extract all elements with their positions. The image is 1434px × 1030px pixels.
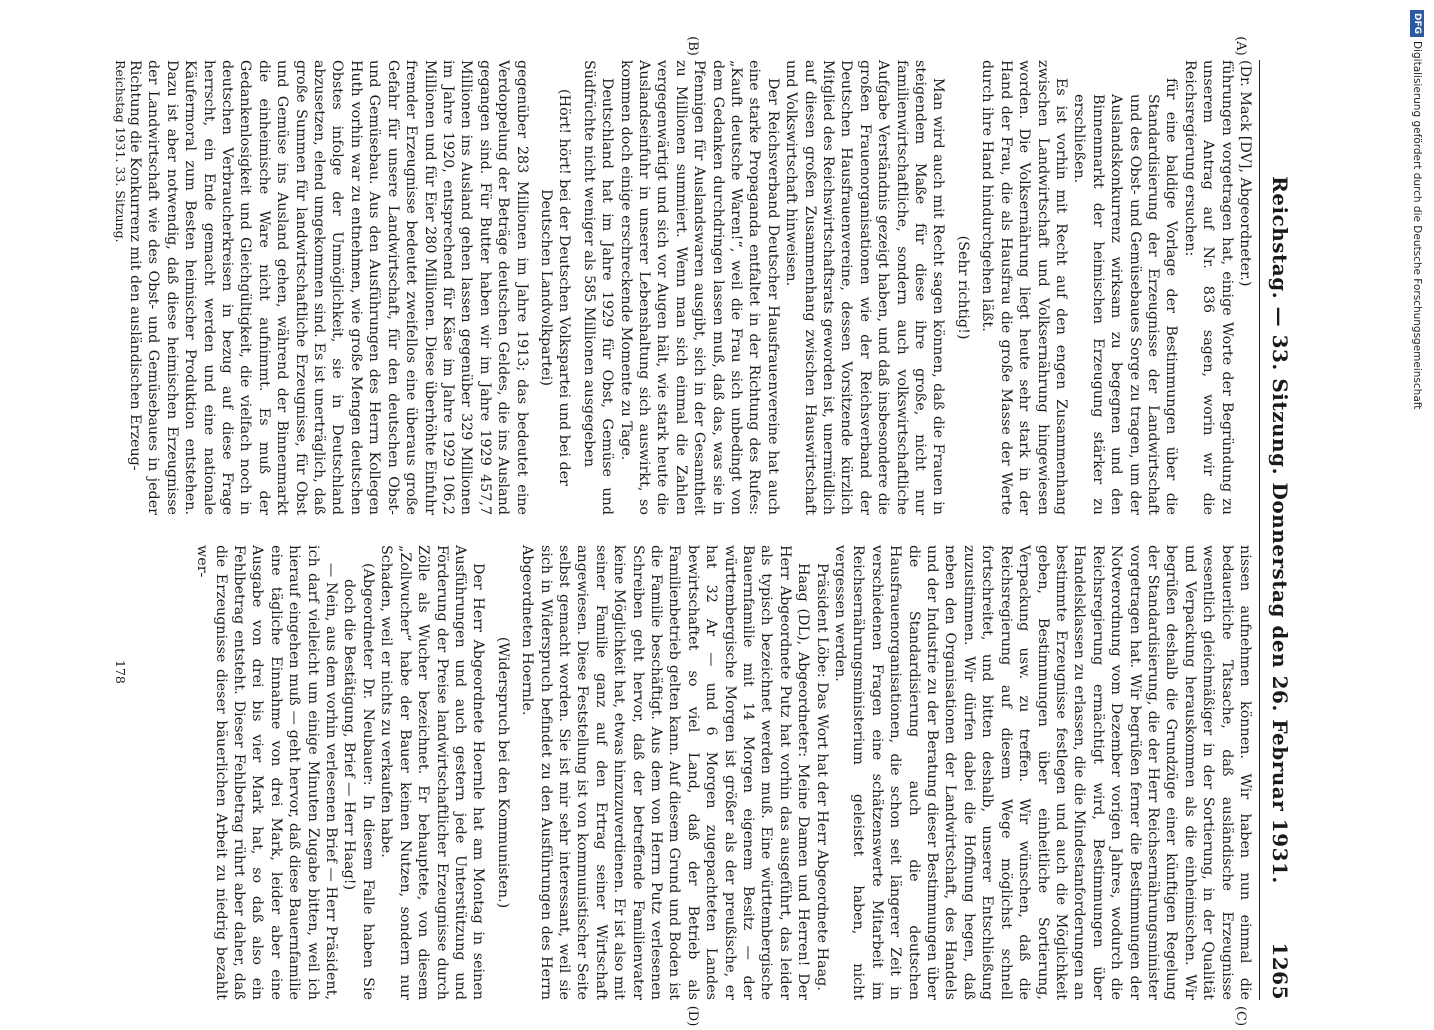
dfg-side-note	[1412, 10, 1434, 990]
right-column-paragraph: Präsident Löbe: Das Wort hat der Herr Abgeordnete Haag.	[813, 563, 830, 991]
page-footer	[113, 60, 128, 1000]
margin-marker-d: (D)	[685, 1005, 700, 1027]
left-text-column	[127, 60, 1254, 515]
footer-session-label: Reichstag 1931. 33. Sitzung.	[113, 60, 128, 243]
dfg-logo-icon: DFG	[1410, 10, 1424, 37]
dfg-credit-text: Digitalisierung gefördert durch die Deutsche Forschungsgemeinschaft	[1411, 41, 1423, 410]
margin-marker-b: (B)	[685, 36, 700, 56]
page-header-title: Reichstag. — 33. Sitzung. Donnerstag den 26. Februar 1931.	[1268, 176, 1292, 884]
left-column-paragraph: Es ist vorhin mit Recht auf den engen Zusammenhang zwischen Landwirtschaft und Volksernährung hingewiesen worden. Die Volksernährung liegt heute sehr stark in der Hand der Frau, die als Hausfrau die große Masse der Werte durch ihre Hand hindurchgehen läßt.	[979, 60, 1069, 515]
right-column-paragraph: Haag (DL), Abgeordneter: Meine Damen und Herren! Der Herr Abgeordnete Putz hat vorhin das ausgeführt, das leider als typisch bezeichnet werden muß. Eine württembergische Bauernfamilie mit 14 Morgen eigenem Besitz — der württembergische Morgen ist größer als der preußische, er hat 32 Ar — und 6 Morgen zugepachteten Landes bewirtschaftet so viel Land, daß der Betrieb als Familienbetrieb gelten kann. Auf diesem Grund und Boden ist die Familie beschäftigt. Aus dem von Herrn Putz verlesenen Schreiben geht hervor, daß der betreffende Familienvater keine Möglichkeit hat, etwas hinzuzuverdienen. Er ist also mit seiner Familie ganz auf den Ertrag seiner Wirtschaft angewiesen. Diese Feststellung ist von kommunistischer Seite selbst gemacht worden. Sie ist mir sehr interessant, weil sie sich in Widerspruch befindet zu den Ausführungen des Herrn Abgeordneten Hoernle.	[519, 545, 812, 1000]
right-column-paragraph: — Nein, aus dem vorhin verlesenen Brief — Herr Präsident, ich darf vielleicht um einige Minuten Zugabe bitten, weil ich hierauf eingehen muß — geht hervor, daß diese Bauernfamilie eine tägliche Einnahme von drei Mark, leider aber eine Ausgabe von drei bis vier Mark hat, so daß also ein Fehlbetrag entsteht. Dieser Fehlbetrag rührt aber daher, daß die Erzeugnisse dieser bäuerlichen Arbeit zu niedrig bezahlt wer-	[194, 545, 340, 1000]
dfg-side-note-text	[1406, 10, 1428, 990]
right-column-paragraph: (Widerspruch bei den Kommunisten.)	[494, 636, 511, 909]
page-header	[1262, 60, 1292, 1000]
left-column-paragraph: (Hört! hört! bei der Deutschen Volkspartei und bei der Deutschen Landvolkpartei)	[537, 89, 573, 486]
footer-sheet-number: 178	[113, 660, 128, 684]
left-column-paragraph: gegenüber 283 Millionen im Jahre 1913; das bedeutet eine Verdoppelung der Beträge deutschen Geldes, die ins Ausland gegangen sind. Für Butter haben wir im Jahre 1929 457,7 Millionen ins Ausland gehen lassen gegenüber 329 Millionen im Jahre 1920, entsprechend für Käse im Jahre 1929 106,2 Millionen und für Eier 280 Millionen. Diese überhöhte Einfuhr fremder Erzeugnisse bedeutet zweifellos eine überaus große Gefahr für unsere Landwirtschaft, für den deutschen Obst- und Gemüsebau. Aus den Ausführungen des Herrn Kollegen Huth vorhin war zu entnehmen, wie große Mengen deutschen Obstes infolge der Unmöglichkeit, sie in Deutschland abzusetzen, elend umgekommen sind. Es ist unerträglich, daß große Summen für landwirtschaftliche Erzeugnisse, für Obst und Gemüse ins Ausland gehen, während der Binnenmarkt die einheimische Ware nicht aufnimmt. Es muß der Gedankenlosigkeit und Gleichgültigkeit, die vielfach noch in deutschen Verbraucherkreisen in bezug auf diese Frage herrscht, ein Ende gemacht werden und eine nationale Käufermoral zum Besten heimischer Produktion entstehen. Dazu ist aber notwendig, daß diese heimischen Erzeugnisse der Landwirtschaft wie des Obst- und Gemüsebaues in jeder Richtung die Konkurrenz mit den ausländischen Erzeug-	[127, 60, 530, 515]
left-column-paragraph: Deutschland hat im Jahre 1929 für Obst, Gemüse und Südfrüchte nicht weniger als 585 Millionen ausgegeben	[580, 60, 616, 515]
left-column-paragraph: führungen vorgetragen hat, einige Worte der Begründung zu unserem Antrag auf Nr. 836 sagen, worin wir die Reichsregierung ersuchen:	[1181, 60, 1235, 515]
left-column-paragraph: Man wird auch mit Recht sagen können, daß die Frauen in steigendem Maße für diese ihre große, nicht nur familienwirtschaftliche, sondern auch volkswirtschaftliche Aufgabe Verständnis gezeigt haben, und daß insbesondere die großen Frauenorganisationen wie der Reichsverband der Deutschen Hausfrauenvereine, dessen Vorsitzende kürzlich Mitglied des Reichswirtschaftsrats geworden ist, unermüdlich auf diesen großen Zusammenhang zwischen Hauswirtschaft und Volkswirtschaft hinweisen.	[783, 60, 947, 515]
margin-marker-c: (C)	[1233, 1005, 1248, 1027]
right-column-paragraph: nissen aufnehmen können. Wir haben nun einmal die bedauerliche Tatsache, daß ausländische Erzeugnisse wesentlich gleichmäßiger in der Sortierung, in der Qualität und Verpackung herauskommen als die einheimischen. Wir begrüßen deshalb die Grundzüge einer künftigen Regelung der Standardisierung, die der Herr Reichsernährungsminister vorgetragen hat. Wir begrüßen ferner die Bestimmungen der Notverordnung vom Dezember vorigen Jahres, wodurch die Reichsregierung ermächtigt wird, Bestimmungen über Handelsklassen zu erlassen, die die Mindestanforderungen an bestimmte Erzeugnisse festlegen und auch die Möglichkeit geben, Bestimmungen über einheitliche Sortierung, Verpackung usw. zu treffen. Wir wünschen, daß die Reichsregierung auf diesem Wege möglichst schnell fortschreitet, und bitten deshalb, unserer Entschließung zuzustimmen. Wir dürfen dabei die Hoffnung hegen, daß neben den Organisationen der Landwirtschaft, des Handels und der Industrie zu der Beratung dieser Bestimmungen über die Standardisierung auch die deutschen Hausfrauenorganisationen, die schon seit längerer Zeit in verschiedenen Fragen eine schätzenswerte Mitarbeit im Reichsernährungsministerium geleistet haben, nicht vergessen werden.	[832, 545, 1253, 1000]
right-column-paragraph: (Abgeordneter Dr. Neubauer: In diesem Falle haben Sie doch die Bestätigung, Brief — Herr Haag!)	[341, 563, 376, 1000]
rotated-document-page	[50, 30, 1360, 1030]
right-column-paragraph: Der Herr Abgeordnete Hoernle hat am Montag in seinen Ausführungen und auch gestern jede Unterstützung und Förderung der Preise landwirtschaftlicher Erzeugnisse durch Zölle als Wucher bezeichnet. Er behauptete, von diesem „Zollwucher“ habe der Bauer keinen Nutzen, sondern nur Schaden, weil er nichts zu verkaufen habe.	[378, 545, 487, 1000]
right-text-column	[144, 545, 1254, 1000]
left-column-paragraph: (Dr. Mack [DV], Abgeordneter.)	[1237, 60, 1253, 287]
margin-marker-a: (A)	[1233, 36, 1248, 56]
header-rule	[1259, 60, 1260, 1000]
left-column-paragraph: (Sehr richtig!)	[954, 235, 971, 340]
page-number: 1265	[1268, 942, 1292, 1000]
left-column-paragraph: Der Reichsverband Deutscher Hausfrauenvereine hat auch eine starke Propaganda entfaltet in der Richtung des Rufes: „Kauft deutsche Waren!“, weil die Frau sich unbedingt von dem Gedanken durchdringen lassen muß, daß das, was sie in Pfennigen für Auslandswaren ausgibt, sich in der Gesamtheit zu Millionen summiert. Wenn man sich einmal die Zahlen vergegenwärtigt und sich vor Augen hält, wie stark heute die Auslandseinfuhr in unserer Lebenshaltung sich auswirkt, so kommen doch einige erschreckende Momente zu Tage.	[617, 60, 781, 515]
left-column-paragraph: für eine baldige Vorlage der Bestimmungen über die Standardisierung der Erzeugnisse der Landwirtschaft und des Obst- und Gemüsebaues Sorge zu tragen, um der Auslandskonkurrenz wirksam zu begegnen und den Binnenmarkt der heimischen Erzeugung stärker zu erschließen.	[1071, 78, 1180, 515]
